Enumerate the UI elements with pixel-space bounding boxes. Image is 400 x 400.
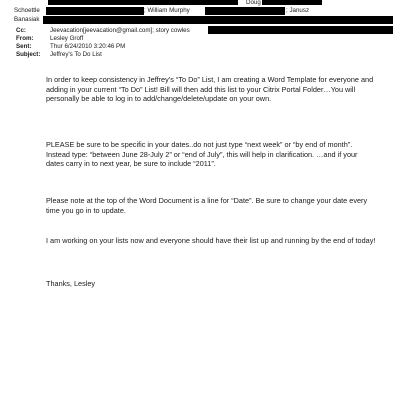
- from-value: Lesley Groff: [50, 35, 84, 42]
- recipient-name: Schoettle: [14, 7, 40, 14]
- redaction-bar: [48, 0, 238, 5]
- body-paragraph: In order to keep consistency in Jeffrey’s “To Do” List, I am creating a Word Template for everyone and adding in your current “To Do” List! Bill will then add this list to your Citrix Portal Folder…You will personally be able to log in to add/change/delete/update on your own.: [46, 75, 374, 104]
- recipient-name: Banasiak: [14, 16, 40, 23]
- redaction-bar: [205, 7, 285, 15]
- redaction-bar: [262, 0, 322, 5]
- body-paragraph: PLEASE be sure to be specific in your dates..do not just type “next week” or “by end of month”. Instead type: “between June 28-July 2” or “end of July”, this will help in clarification. …and if your dates carry in to next year, be sure to include “2011”.: [46, 140, 358, 169]
- cc-value: Jeevacation[jeevacation@gmail.com]; story cowles: [50, 27, 190, 34]
- recipient-name: Doug: [246, 0, 261, 6]
- subject-label: Subject:: [16, 51, 41, 58]
- sent-value: Thur 6/24/2010 3:20:46 PM: [50, 43, 126, 50]
- from-label: From:: [16, 35, 34, 42]
- signature: Thanks, Lesley: [46, 279, 96, 288]
- redaction-bar: [43, 16, 393, 24]
- sent-label: Sent:: [16, 43, 32, 50]
- redaction-bar: [46, 7, 144, 15]
- body-paragraph: Please note at the top of the Word Document is a line for “Date”. Be sure to change your date every time you go in to update.: [46, 196, 368, 215]
- body-paragraph: I am working on your lists now and everyone should have their list up and running by the end of today!: [46, 236, 376, 245]
- subject-value: Jeffrey's To Do List: [50, 51, 102, 58]
- recipient-name: ; William Murphy: [144, 7, 190, 14]
- cc-label: Cc:: [16, 27, 26, 34]
- recipient-name: ; Janusz: [286, 7, 310, 14]
- redaction-bar: [208, 26, 393, 34]
